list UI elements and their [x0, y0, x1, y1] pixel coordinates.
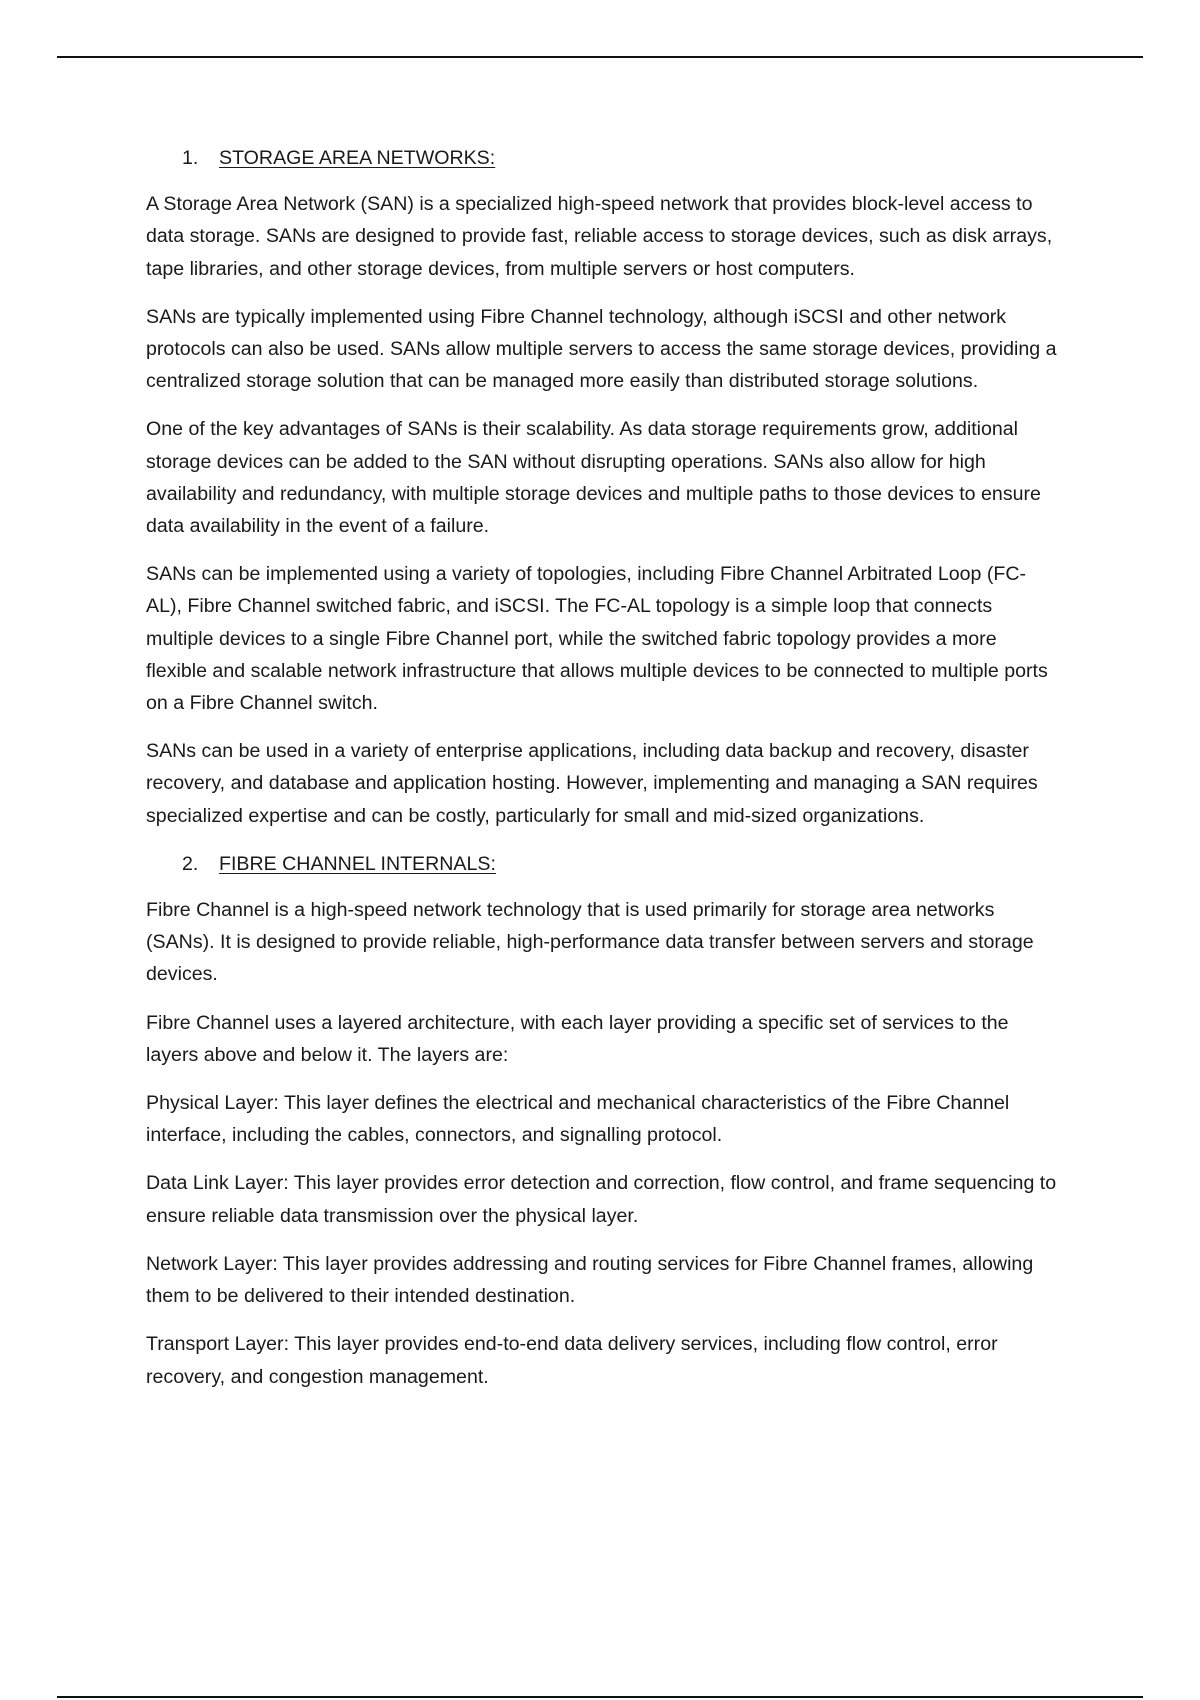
paragraph: Fibre Channel uses a layered architecture, with each layer providing a specific set of services to the layers above and below it. The layers are:: [146, 1011, 1009, 1066]
paragraph-data-link-layer: Data Link Layer: This layer provides error detection and correction, flow control, and frame sequencing to ensure reliable data transmission over the physical layer.: [146, 1172, 1057, 1227]
section-number: 1.: [182, 147, 199, 169]
paragraph: SANs can be implemented using a variety of topologies, including Fibre Channel Arbitrated Loop (FC-AL), Fibre Channel switched fabric, and iSCSI. The FC-AL topology is a simple loop that connects multiple devices to a single Fibre Channel port, while the switched fabric topology provides a more flexible and scalable network infrastructure that allows multiple devices to be connected to multiple ports on a Fibre Channel switch.: [146, 563, 1048, 715]
section-heading-storage-area-networks: [146, 142, 1061, 174]
header-rule: [57, 56, 1143, 58]
paragraph-network-layer: Network Layer: This layer provides addressing and routing services for Fibre Channel frames, allowing them to be delivered to their intended destination.: [146, 1252, 1034, 1308]
section-number: 2.: [182, 852, 199, 875]
section-title: STORAGE AREA NETWORKS:: [219, 147, 496, 169]
paragraph-physical-layer: Physical Layer: This layer defines the electrical and mechanical characteristics of the Fibre Channel interface, including the cables, connectors, and signalling protocol.: [146, 1092, 1010, 1147]
section-heading-fibre-channel-internals: [146, 848, 1061, 880]
paragraph-transport-layer: Transport Layer: This layer provides end-to-end data delivery services, including flow control, error recovery, and congestion management.: [146, 1333, 998, 1388]
paragraph: Fibre Channel is a high-speed network technology that is used primarily for storage area networks (SANs). It is designed to provide reliable, high-performance data transfer between servers and storage devices.: [146, 899, 1034, 986]
paragraph: A Storage Area Network (SAN) is a specialized high-speed network that provides block-level access to data storage. SANs are designed to provide fast, reliable access to storage devices, such as disk arrays, tape libraries, and other storage devices, from multiple servers or host computers.: [146, 193, 1053, 280]
footer-rule: [57, 1696, 1143, 1698]
section-title: FIBRE CHANNEL INTERNALS:: [219, 852, 496, 875]
document-body: [146, 142, 1061, 1409]
paragraph: One of the key advantages of SANs is their scalability. As data storage requirements grow, additional storage devices can be added to the SAN without disrupting operations. SANs also allow for high availability and redundancy, with multiple storage devices and multiple paths to those devices to ensure data availability in the event of a failure.: [146, 418, 1041, 538]
paragraph: SANs can be used in a variety of enterprise applications, including data backup and recovery, disaster recovery, and database and application hosting. However, implementing and managing a SAN requires specialized expertise and can be costly, particularly for small and mid-sized organizations.: [146, 740, 1038, 827]
paragraph: SANs are typically implemented using Fibre Channel technology, although iSCSI and other network protocols can also be used. SANs allow multiple servers to access the same storage devices, providing a centralized storage solution that can be managed more easily than distributed storage solutions.: [146, 305, 1057, 393]
